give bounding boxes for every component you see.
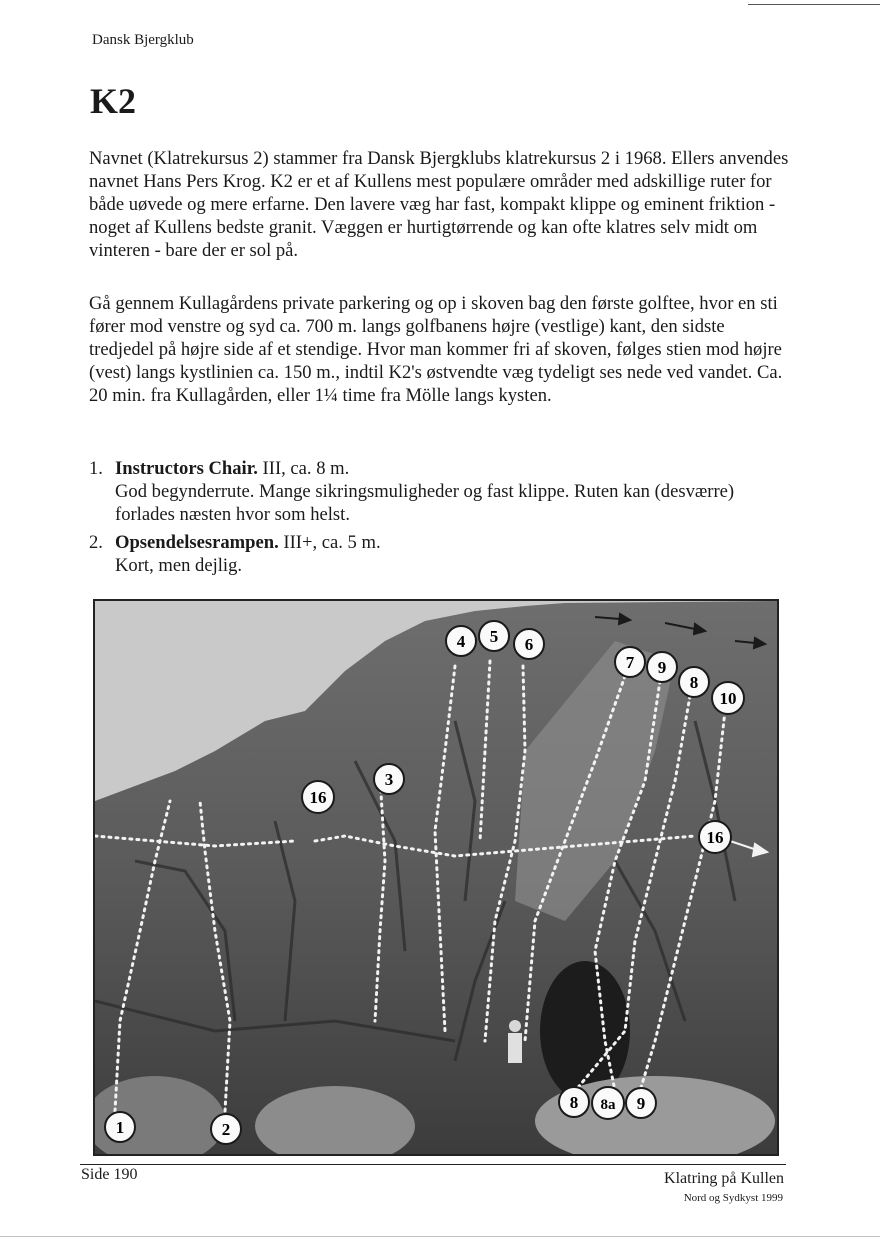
svg-text:1: 1	[115, 1118, 125, 1137]
route-marker	[105, 1112, 135, 1142]
svg-text:7: 7	[625, 653, 635, 672]
footer-rule	[80, 1164, 786, 1165]
running-head: Dansk Bjergklub	[92, 32, 194, 48]
svg-text:16: 16	[309, 788, 327, 807]
route-grade: III+, ca. 5 m.	[278, 532, 381, 553]
route-marker	[699, 821, 731, 853]
svg-text:9: 9	[657, 658, 667, 677]
route-marker	[712, 682, 744, 714]
approach-paragraph: Gå gennem Kullagårdens private parkering og op i skoven bag den første golftee, hvor en sti fører mod venstre og syd ca. 700 m. langs golfbanens højre (vestlige) kant, den sidste tredjedel på højre side af et stendige. Hvor man kommer fri af skoven, følges stien mod højre (vest) langs kystlinien ca. 150 m., indtil K2's østvendte væg tydeligt ses nede ved vandet. Ca. 20 min. fra Kullagården, eller 1¼ time fra Mölle langs kysten.	[89, 293, 783, 406]
climber-figure	[508, 1020, 522, 1063]
route-marker	[592, 1087, 624, 1119]
route-marker	[559, 1087, 589, 1117]
svg-text:16: 16	[706, 828, 724, 847]
intro-paragraph: Navnet (Klatrekursus 2) stammer fra Dansk Bjergklubs klatrekursus 2 i 1968. Ellers anvendes navnet Hans Pers Krog. K2 er et af Kullens mest populære områder med adskillige ruter for både uøvede og mere erfarne. Den lavere væg har fast, kompakt klippe og eminent friktion - noget af Kullens bedste granit. Væggen er hurtigtørrende og kan ofte klatres selv midt om vinteren - bare der er sol på.	[89, 148, 789, 261]
svg-text:5: 5	[489, 627, 499, 646]
route-number: 1.	[89, 458, 103, 479]
page-title: K2	[90, 81, 137, 121]
svg-text:8: 8	[689, 673, 699, 692]
route-marker	[514, 629, 544, 659]
route-marker	[446, 626, 476, 656]
route-number: 2.	[89, 532, 103, 553]
crag-topo-photo	[93, 599, 779, 1156]
route-description: God begynderrute. Mange sikringsmuligheder og fast klippe. Ruten kan (desværre) forlades næsten hvor som helst.	[115, 481, 735, 525]
route-marker	[679, 667, 709, 697]
route-marker	[211, 1114, 241, 1144]
svg-text:3: 3	[384, 770, 394, 789]
svg-text:8: 8	[569, 1093, 579, 1112]
book-subtitle: Nord og Sydkyst 1999	[683, 1192, 783, 1204]
route-marker	[647, 652, 677, 682]
route-marker	[302, 781, 334, 813]
route-grade: III, ca. 8 m.	[257, 458, 350, 479]
svg-text:8a: 8a	[600, 1097, 616, 1113]
route-marker	[626, 1088, 656, 1118]
route-marker	[374, 764, 404, 794]
svg-text:4: 4	[456, 632, 466, 651]
crag-topo-drawing	[95, 601, 777, 1154]
svg-text:6: 6	[524, 635, 534, 654]
route-marker	[479, 621, 509, 651]
book-title: Klatring på Kullen	[664, 1170, 784, 1187]
scan-edge-line	[0, 1236, 880, 1237]
page-number: Side 190	[81, 1166, 138, 1183]
svg-text:9: 9	[636, 1094, 646, 1113]
svg-text:2: 2	[221, 1120, 231, 1139]
route-name: Opsendelsesrampen.	[115, 532, 279, 553]
route-description: Kort, men dejlig.	[115, 555, 243, 576]
route-name: Instructors Chair.	[115, 458, 258, 479]
svg-text:10: 10	[719, 689, 737, 708]
route-marker	[615, 647, 645, 677]
top-scan-rule	[748, 4, 880, 5]
